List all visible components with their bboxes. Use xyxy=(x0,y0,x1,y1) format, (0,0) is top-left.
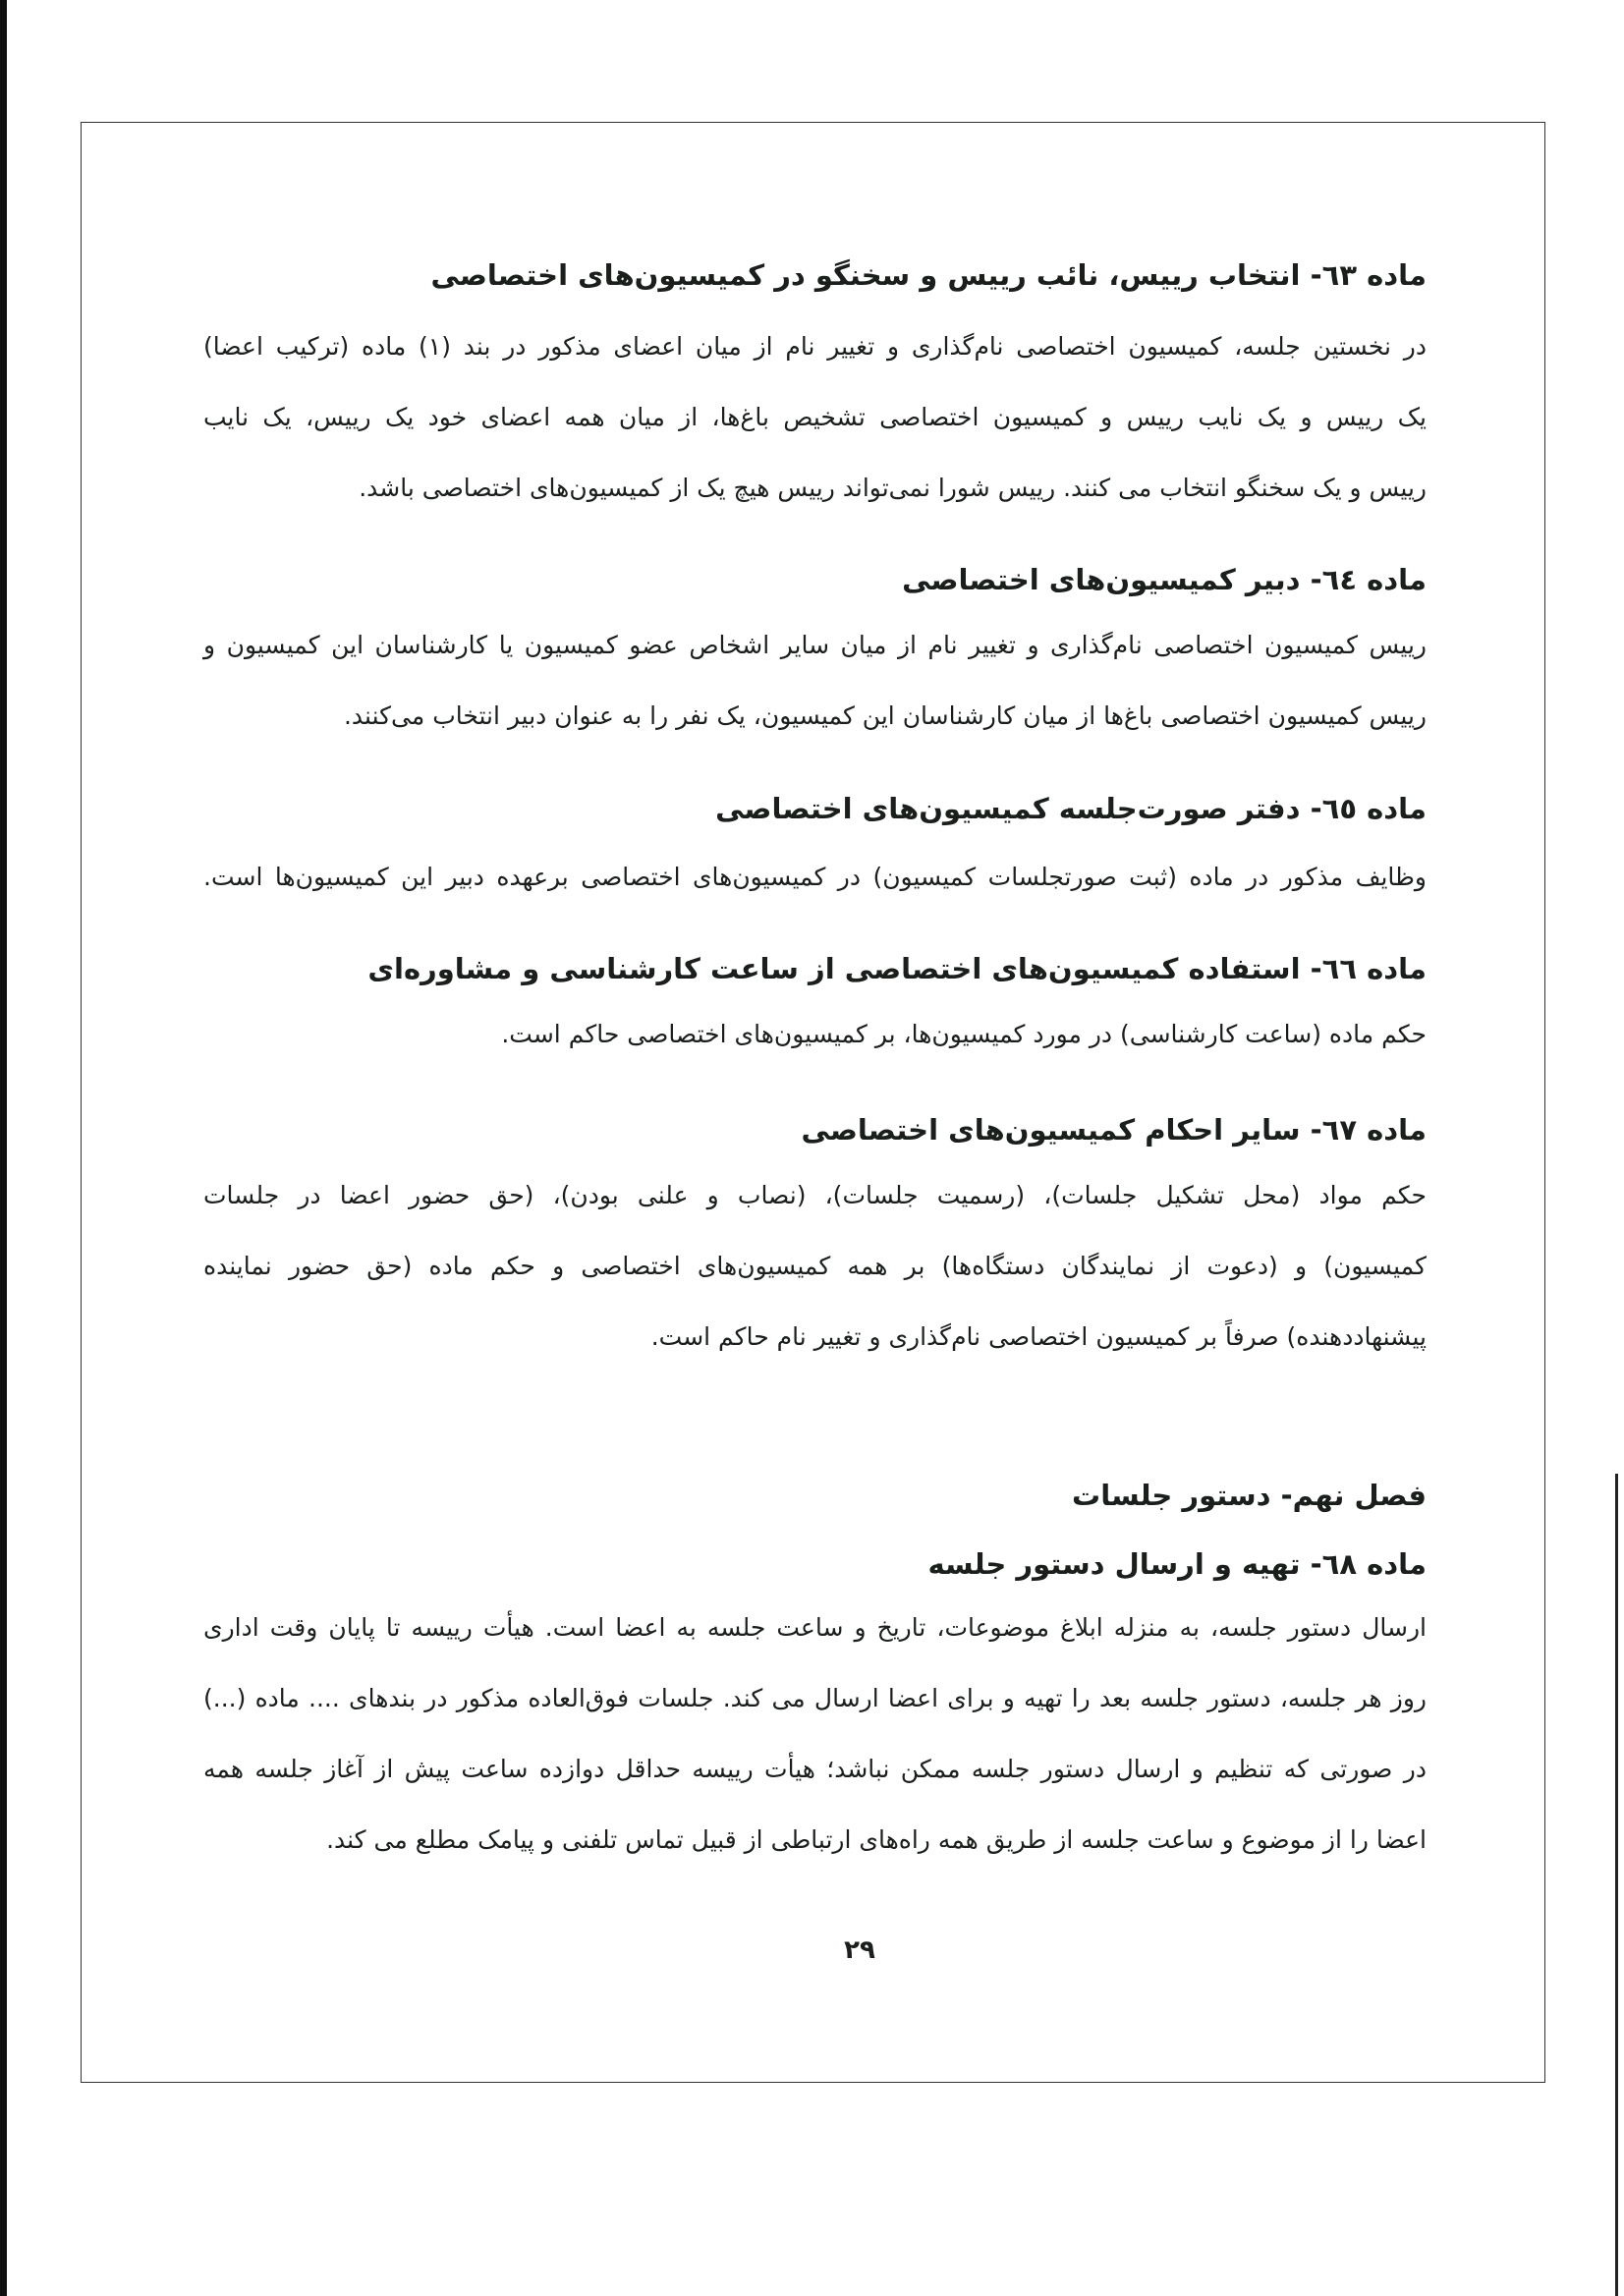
article-63 xyxy=(203,255,1427,539)
scan-edge-left xyxy=(0,0,7,2296)
article-heading: ماده ٦٥- دفتر صورت‌جلسه کمیسیون‌های اختصاصی xyxy=(715,792,1427,825)
article-heading: ماده ٦٣- انتخاب رییس، نائب رییس و سخنگو در کمیسیون‌های اختصاصی xyxy=(430,258,1427,292)
article-65 xyxy=(203,789,1427,928)
article-68 xyxy=(203,1544,1427,1891)
text-line: حکم مواد (محل تشکیل جلسات)، (رسمیت جلسات)، (نصاب و علنی بودن)، (حق حضور اعضا در جلسات xyxy=(203,1181,1427,1209)
text-line: اعضا را از موضوع و ساعت جلسه از طریق همه راه‌های ارتباطی از قبیل تماس تلفنی و پیامک مطلع می کند. xyxy=(326,1825,1427,1854)
text-line: ارسال دستور جلسه، به منزله ابلاغ موضوعات، تاریخ و ساعت جلسه به اعضا است. هیأت رییسه تا پایان وقت اداری xyxy=(203,1613,1427,1642)
article-64 xyxy=(203,560,1427,767)
article-heading: ماده ٦٦- استفاده کمیسیون‌های اختصاصی از ساعت کارشناسی و مشاوره‌ای xyxy=(367,952,1427,985)
chapter-9 xyxy=(203,1476,1427,1515)
page-number: ۲۹ xyxy=(844,1935,875,1965)
text-line: یک رییس و یک نایب رییس و کمیسیون اختصاصی تشخیص باغ‌ها، از میان همه اعضای خود یک رییس، یک نایب xyxy=(203,403,1427,431)
article-heading: ماده ٦٨- تهیه و ارسال دستور جلسه xyxy=(927,1547,1427,1581)
text-line: روز هر جلسه، دستور جلسه بعد را تهیه و برای اعضا ارسال می کند. جلسات فوق‌العاده مذکور در بندهای .... ماده (...) xyxy=(203,1684,1427,1712)
scan-edge-right xyxy=(1615,1474,1618,2296)
text-line: کمیسیون) و (دعوت از نمایندگان دستگاه‌ها) بر همه کمیسیون‌های اختصاصی و حکم ماده (حق حضور نماینده xyxy=(203,1252,1427,1280)
text-line: حکم ماده (ساعت کارشناسی) در مورد کمیسیون‌ها، بر کمیسیون‌های اختصاصی حاکم است. xyxy=(501,1020,1427,1048)
article-67 xyxy=(203,1110,1427,1388)
text-line: در صورتی که تنظیم و ارسال دستور جلسه ممکن نباشد؛ هیأت رییسه حداقل دوازده ساعت پیش از آغاز جلسه همه xyxy=(203,1755,1427,1783)
text-line: وظایف مذکور در ماده (ثبت صورتجلسات کمیسیون) در کمیسیون‌های اختصاصی برعهده دبیر این کمیسیون‌ها است. xyxy=(203,863,1427,891)
text-line: رییس کمیسیون اختصاصی باغ‌ها از میان کارشناسان این کمیسیون، یک نفر را به عنوان دبیر انتخاب می‌کنند. xyxy=(343,701,1427,730)
text-line: در نخستین جلسه، کمیسیون اختصاصی نام‌گذاری و تغییر نام از میان اعضای مذکور در بند (۱) ماده (ترکیب اعضا) xyxy=(203,332,1428,361)
chapter-heading: فصل نهم- دستور جلسات xyxy=(1072,1479,1427,1512)
text-line: پیشنهاددهنده) صرفاً بر کمیسیون اختصاصی نام‌گذاری و تغییر نام حاکم است. xyxy=(650,1322,1427,1351)
text-line: رییس کمیسیون اختصاصی نام‌گذاری و تغییر نام از میان سایر اشخاص عضو کمیسیون یا کارشناسان این کمیسیون و xyxy=(203,631,1427,659)
article-heading: ماده ٦٧- سایر احکام کمیسیون‌های اختصاصی xyxy=(801,1113,1427,1147)
text-line: رییس و یک سخنگو انتخاب می کنند. رییس شورا نمی‌تواند رییس هیچ یک از کمیسیون‌های اختصاصی باشد. xyxy=(359,474,1427,502)
article-66 xyxy=(203,949,1427,1086)
article-heading: ماده ٦٤- دبیر کمیسیون‌های اختصاصی xyxy=(902,563,1427,596)
